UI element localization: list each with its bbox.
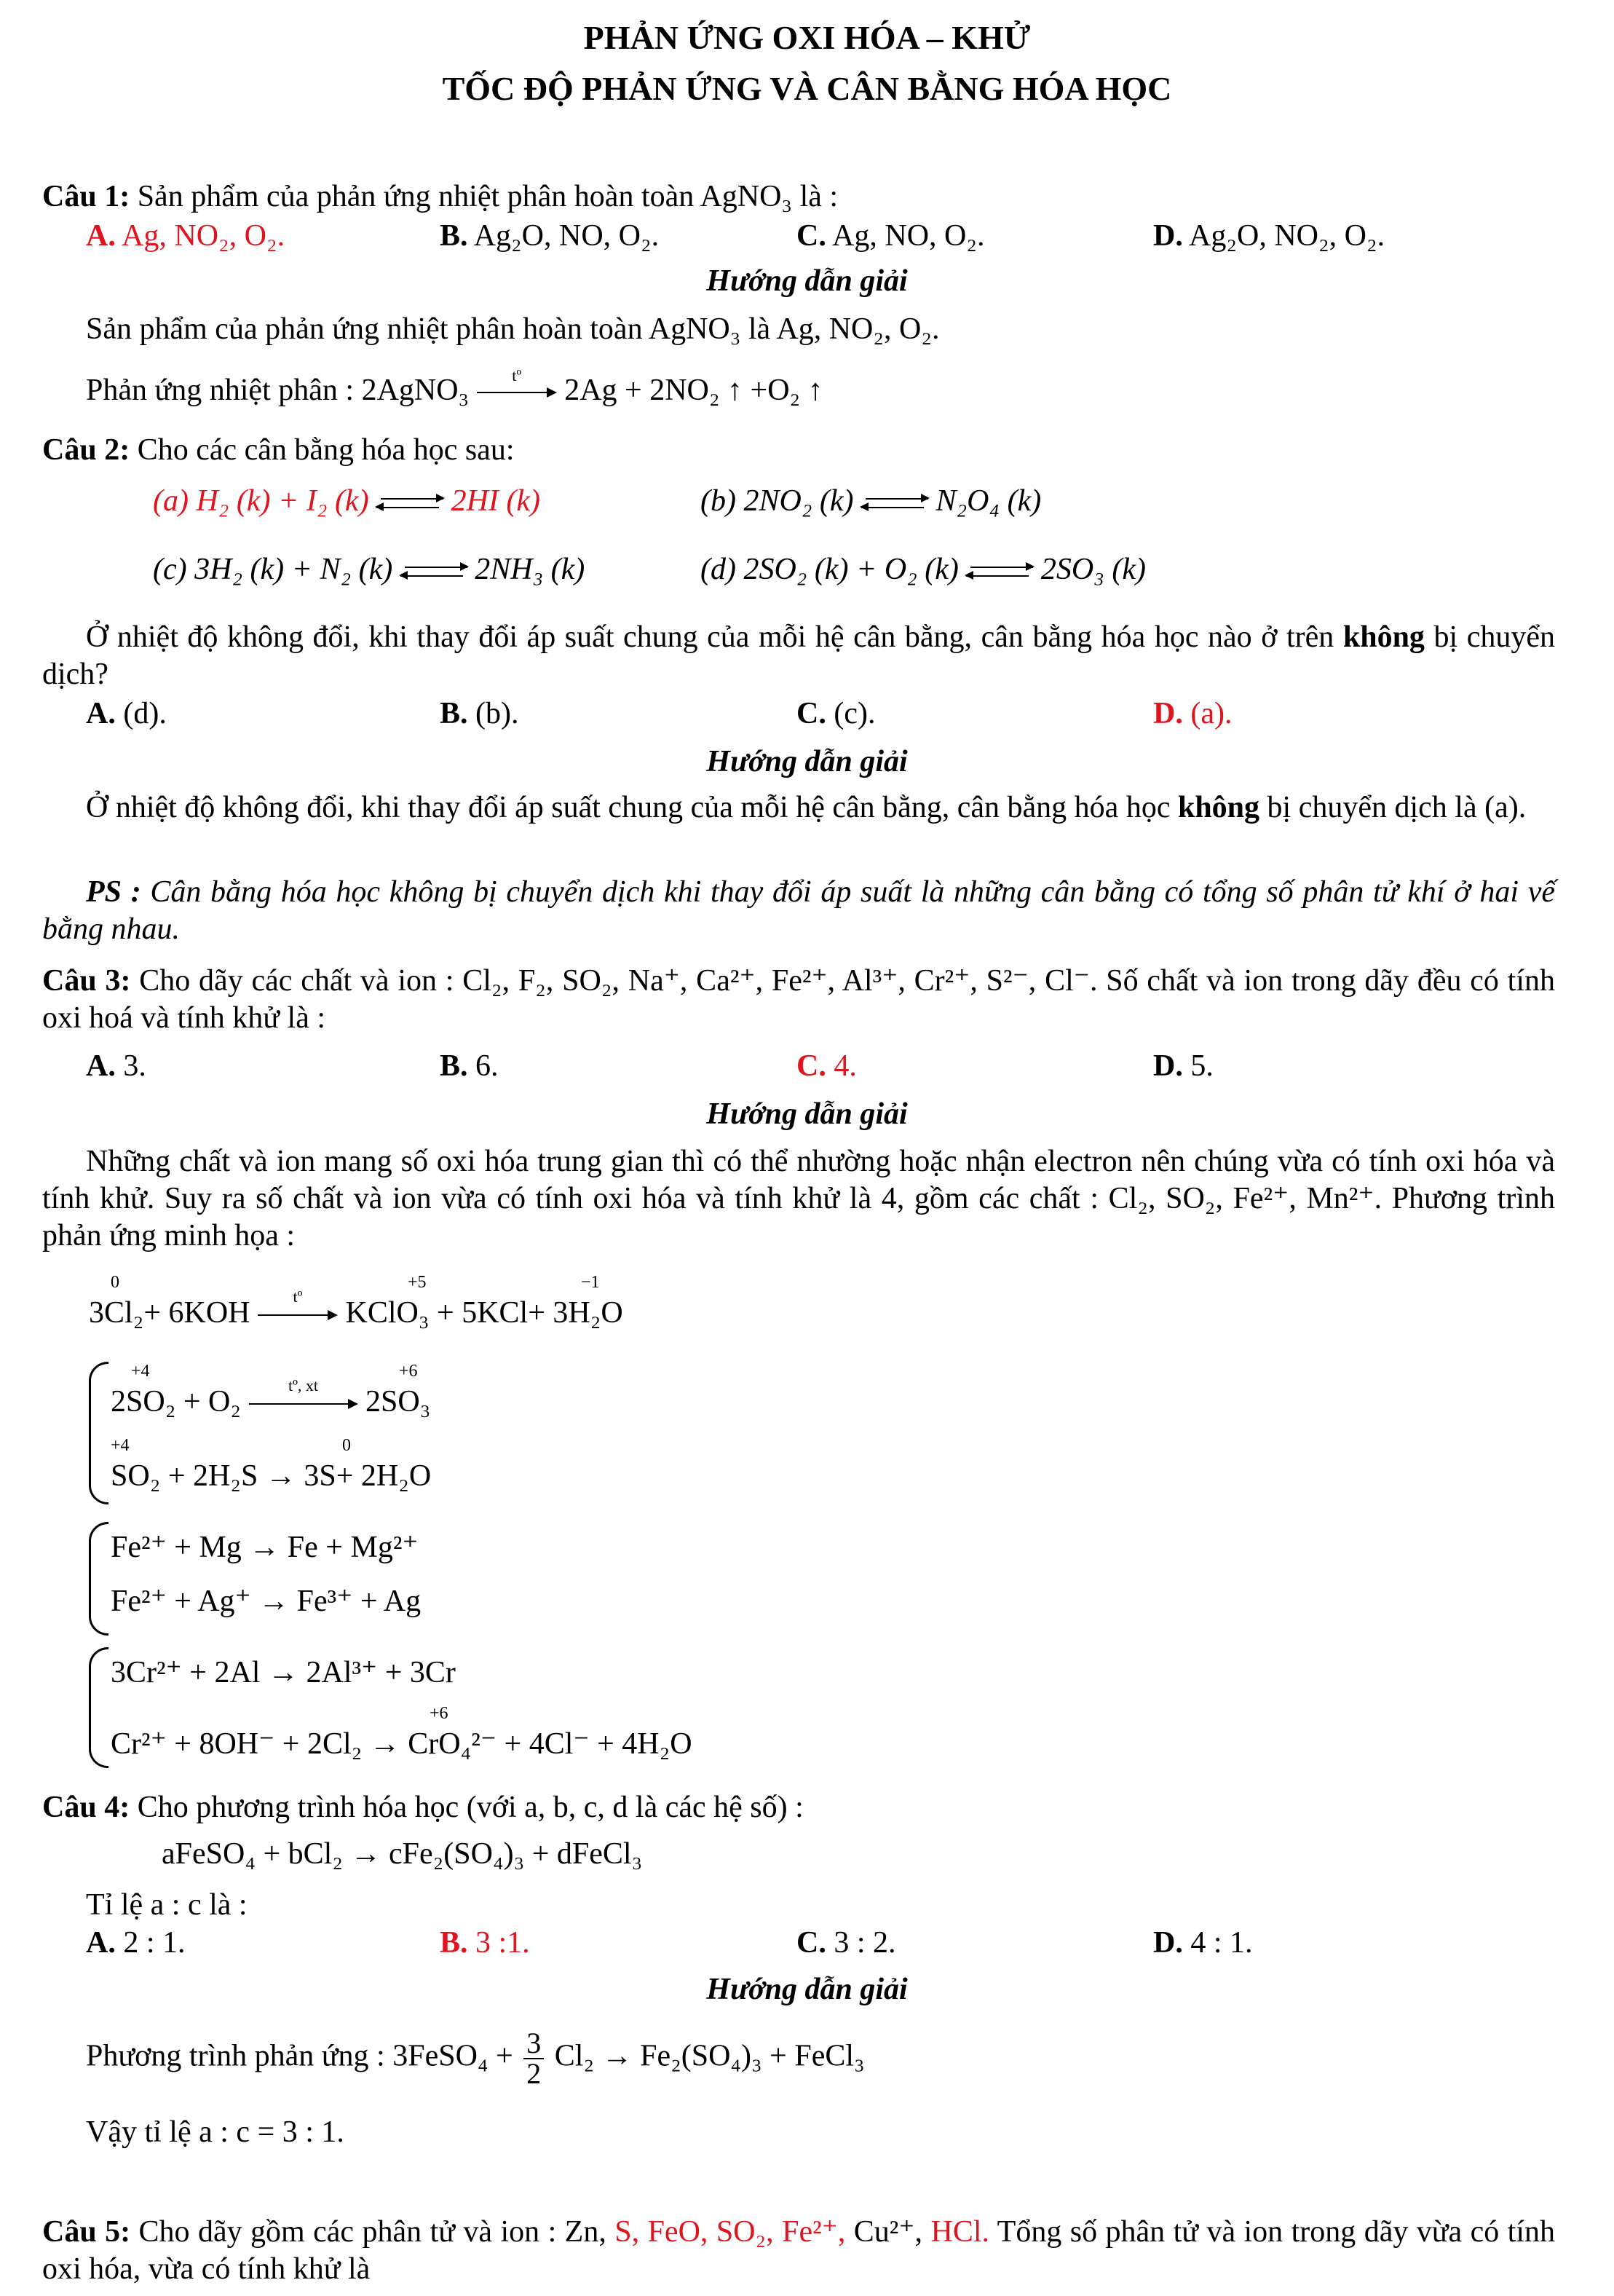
brace-group-3 xyxy=(89,1647,108,1768)
q1-option-c: C. Ag, NO, O₂. xyxy=(796,219,985,253)
q1-answer: Sản phẩm của phản ứng nhiệt phân hoàn toàn AgNO₃ là Ag, NO₂, O₂. xyxy=(86,312,940,346)
oxidation-number: +6 xyxy=(399,1362,418,1381)
q4-equation: aFeSO₄ + bCl₂ → cFe₂(SO₄)₃ + dFeCl₃ xyxy=(162,1837,643,1871)
q2-guide-heading: Hướng dẫn giải xyxy=(706,745,908,778)
q2-option-d: D. (a). xyxy=(1153,697,1233,730)
q2-answer: Ở nhiệt độ không đổi, khi thay đổi áp suất chung của mỗi hệ cân bằng, cân bằng hóa học không bị chuyển dịch là (a). xyxy=(86,791,1527,824)
equilibrium-arrow-icon xyxy=(966,562,1033,581)
oxidation-number: +6 xyxy=(430,1704,448,1723)
q2-option-b: B. (b). xyxy=(440,697,519,730)
q1-text: Sản phẩm của phản ứng nhiệt phân hoàn toàn AgNO₃ là : xyxy=(137,180,839,213)
q2-stem: Câu 2: Cho các cân bằng hóa học sau: xyxy=(42,433,515,467)
reaction-arrow-icon: tº xyxy=(477,385,557,400)
title-line-2: TỐC ĐỘ PHẢN ỨNG VÀ CÂN BẰNG HÓA HỌC xyxy=(442,70,1172,107)
q3-option-c: C. 4. xyxy=(796,1049,857,1083)
q4-option-a: A. 2 : 1. xyxy=(86,1926,186,1960)
q2-equilibrium-d: (d) 2SO₂ (k) + O₂ (k) 2SO₃ (k) xyxy=(700,553,1146,586)
q3-option-b: B. 6. xyxy=(440,1049,499,1083)
q2-ps-note: PS : Cân bằng hóa học không bị chuyển dịch khi thay đổi áp suất là những cân bằng có tổng số phân tử khí ở hai vế bằng nhau. xyxy=(42,875,1555,947)
q1-label: Câu 1: xyxy=(42,180,130,213)
q3-option-a: A. 3. xyxy=(86,1049,146,1083)
title-line-1: PHẢN ỨNG OXI HÓA – KHỬ xyxy=(583,19,1031,56)
coefficient-fraction: $\frac{3}{2}$ xyxy=(523,2029,544,2088)
oxidation-number: 0 xyxy=(342,1436,351,1455)
q3-guide-heading: Hướng dẫn giải xyxy=(706,1097,908,1131)
oxidation-number: +5 xyxy=(408,1273,427,1292)
q2-equilibrium-b: (b) 2NO₂ (k) N₂O₄ (k) xyxy=(700,484,1042,518)
brace-group-2 xyxy=(89,1522,108,1636)
q2-equilibrium-c: (c) 3H₂ (k) + N₂ (k) 2NH₃ (k) xyxy=(153,553,585,586)
q3-reaction-7: Cr²⁺ + 8OH⁻ + 2Cl₂ → CrO₄²⁻ + 4Cl⁻ + 4H₂O xyxy=(111,1727,692,1761)
q4-option-b: B. 3 :1. xyxy=(440,1926,530,1960)
q3-reaction-1: 3Cl₂+ 6KOH tº KClO₃ + 5KCl+ 3H₂O xyxy=(89,1287,623,1330)
reaction-arrow-icon: tº, xt xyxy=(249,1397,358,1411)
q2-option-a: A. (d). xyxy=(86,697,167,730)
q4-option-c: C. 3 : 2. xyxy=(796,1926,896,1960)
q2-option-c: C. (c). xyxy=(796,697,876,730)
q2-question: Ở nhiệt độ không đổi, khi thay đổi áp suất chung của mỗi hệ cân bằng, cân bằng hóa học nào ở trên không bị chuyển dịch? xyxy=(42,620,1555,692)
q4-ratio-question: Tỉ lệ a : c là : xyxy=(86,1888,248,1922)
oxidation-number: 0 xyxy=(111,1273,119,1292)
q4-guide-heading: Hướng dẫn giải xyxy=(706,1973,908,2006)
q4-stem: Câu 4: Cho phương trình hóa học (với a, b, c, d là các hệ số) : xyxy=(42,1791,804,1824)
q1-reaction: Phản ứng nhiệt phân : 2AgNO₃ tº 2Ag + 2NO₂ ↑ +O₂ ↑ xyxy=(86,366,823,407)
q1-option-d: D. Ag₂O, NO₂, O₂. xyxy=(1153,219,1385,253)
q4-reaction: Phương trình phản ứng : 3FeSO₄ + $\frac{3}{2}$ Cl₂ → Fe₂(SO₄)₃ + FeCl₃ xyxy=(86,2027,865,2090)
oxidation-number: +4 xyxy=(111,1436,130,1455)
q1-option-b: B. Ag₂O, NO, O₂. xyxy=(440,219,660,253)
q3-reaction-2: 2SO₂ + O₂ tº, xt 2SO₃ xyxy=(111,1376,431,1419)
q5-stem: Câu 5: Cho dãy gồm các phân tử và ion : Zn, S, FeO, SO₂, Fe²⁺, Cu²⁺, HCl. Tổng số phân tử và ion trong dãy vừa có tính oxi hóa, vừa có tính khử là xyxy=(42,2215,1555,2287)
q3-answer: Những chất và ion mang số oxi hóa trung gian thì có thể nhường hoặc nhận electron nên chúng vừa có tính oxi hóa và tính khử. Suy ra số chất và ion vừa có tính oxi hóa và tính khử là 4, gồm các chất : Cl₂, SO₂, Fe²⁺, Mn²⁺. Phương trình phản ứng minh họa : xyxy=(42,1145,1555,1253)
q3-option-d: D. 5. xyxy=(1153,1049,1214,1083)
q2-equilibrium-a: (a) H₂ (k) + I₂ (k) 2HI (k) xyxy=(153,484,541,518)
equilibrium-arrow-icon xyxy=(861,494,928,513)
oxidation-number: −1 xyxy=(581,1273,600,1292)
q1-guide-heading: Hướng dẫn giải xyxy=(706,264,908,298)
reaction-arrow-icon: tº xyxy=(258,1308,338,1322)
q3-stem: Câu 3: Cho dãy các chất và ion : Cl₂, F₂, SO₂, Na⁺, Ca²⁺, Fe²⁺, Al³⁺, Cr²⁺, S²⁻, Cl⁻. Số chất và ion trong dãy đều có tính oxi hoá và tính khử là : xyxy=(42,964,1556,1035)
equilibrium-arrow-icon xyxy=(376,494,443,513)
q3-reaction-3: SO₂ + 2H₂S → 3S+ 2H₂O xyxy=(111,1459,432,1493)
equilibrium-arrow-icon xyxy=(400,562,467,581)
q3-reaction-5: Fe²⁺ + Ag⁺ → Fe³⁺ + Ag xyxy=(111,1585,422,1618)
q4-option-d: D. 4 : 1. xyxy=(1153,1926,1253,1960)
q1-stem xyxy=(42,179,838,214)
q3-reaction-6: 3Cr²⁺ + 2Al → 2Al³⁺ + 3Cr xyxy=(111,1656,456,1689)
q4-result: Vậy tỉ lệ a : c = 3 : 1. xyxy=(86,2115,344,2149)
q3-reaction-4: Fe²⁺ + Mg → Fe + Mg²⁺ xyxy=(111,1531,419,1564)
oxidation-number: +4 xyxy=(131,1362,150,1381)
q1-option-a: A. Ag, NO₂, O₂. xyxy=(86,219,285,253)
brace-group-1 xyxy=(89,1362,108,1504)
